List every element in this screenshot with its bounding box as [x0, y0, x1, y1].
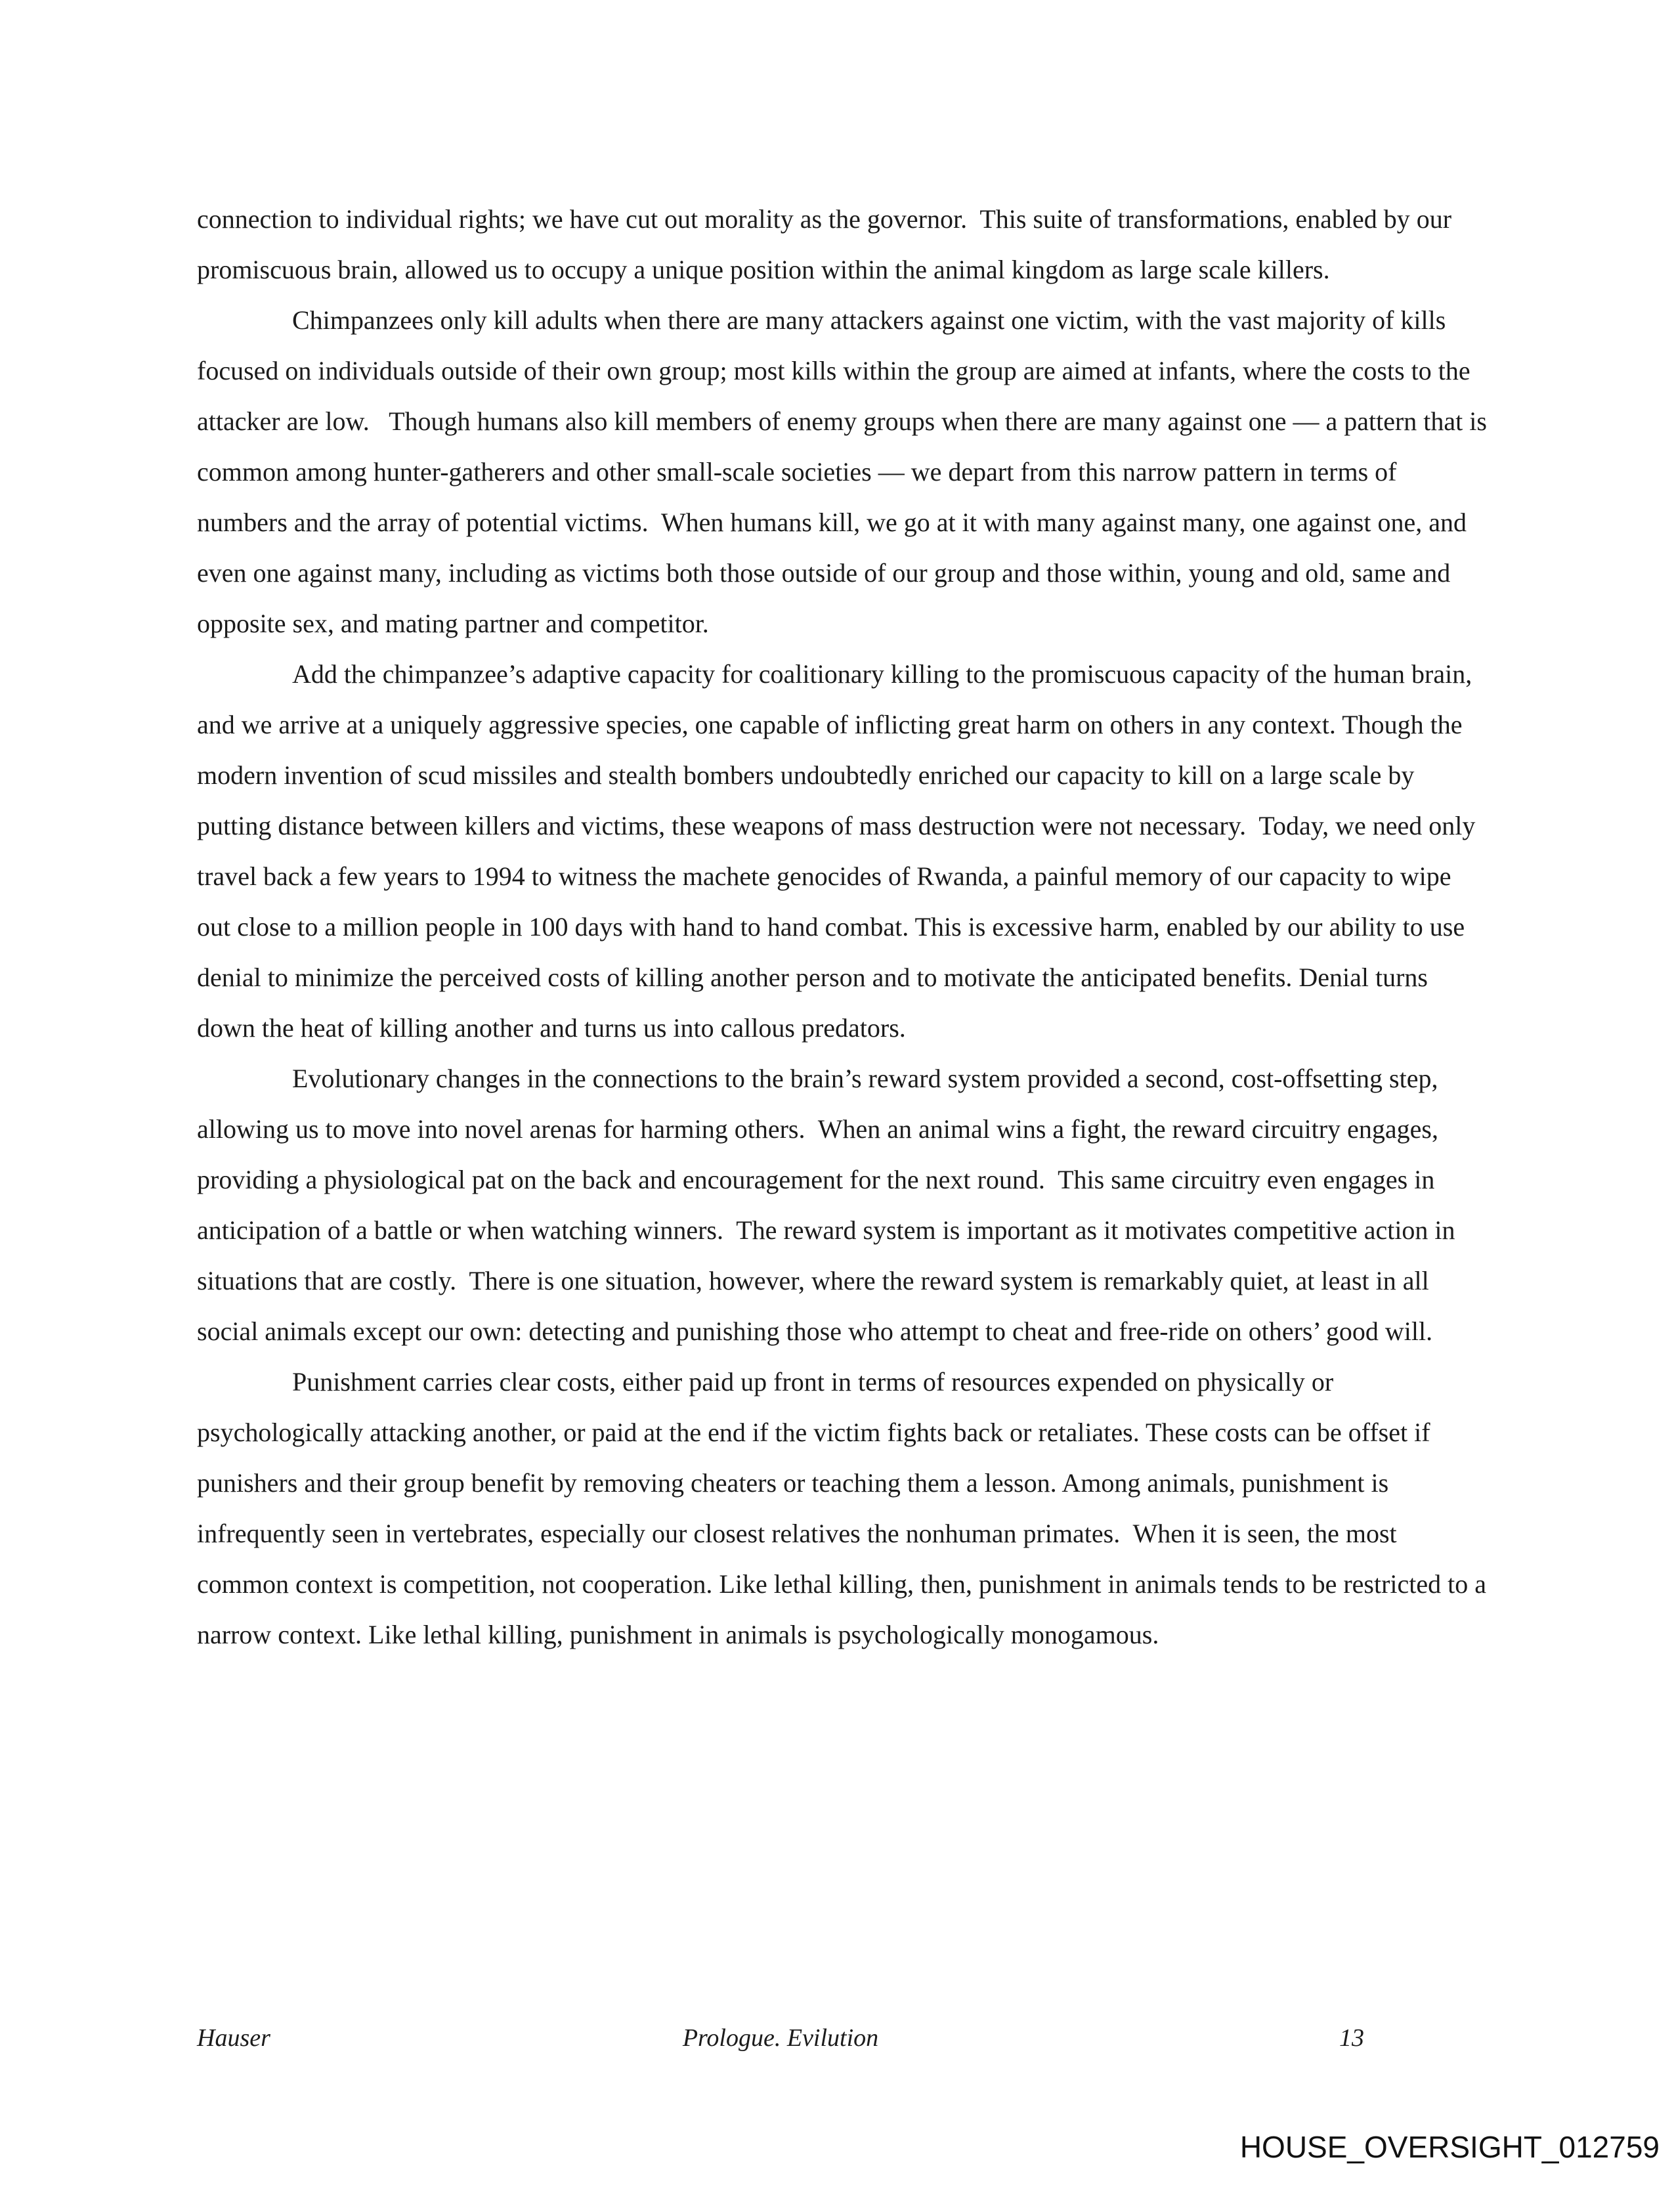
- paragraph-punishment-costs: Punishment carries clear costs, either paid up front in terms of resources expended on physically or psychologically attacking another, or paid at the end if the victim fights back or retaliates. These costs can be offset if punishers and their group benefit by removing cheaters or teaching them a lesson. Among animals, punishment is infrequently seen in vertebrates, especially our closest relatives the nonhuman primates. When it is seen, the most common context is competition, not cooperation. Like lethal killing, then, punishment in animals tends to be restricted to a narrow context. Like lethal killing, punishment in animals is psychologically monogamous.: [197, 1367, 1493, 1649]
- page-body-text: [197, 194, 1493, 1660]
- paragraph-reward-system: Evolutionary changes in the connections to the brain’s reward system provided a second, cost-offsetting step, allowing us to move into novel arenas for harming others. When an animal wins a fight, the reward circuitry engages, providing a physiological pat on the back and encouragement for the next round. This same circuitry even engages in anticipation of a battle or when watching winners. The reward system is important as it motivates competitive action in situations that are costly. There is one situation, however, where the reward system is remarkably quiet, at least in all social animals except our own: detecting and punishing those who attempt to cheat and free-ride on others’ good will.: [197, 1064, 1462, 1346]
- page-footer: [197, 2024, 1364, 2052]
- footer-page-number: 13: [1339, 2024, 1365, 2052]
- footer-author: Hauser: [197, 2024, 270, 2052]
- bates-stamp: HOUSE_OVERSIGHT_012759: [1239, 2130, 1660, 2164]
- paragraph-continuation: connection to individual rights; we have cut out morality as the governor. This suite of transformations, enabled by our promiscuous brain, allowed us to occupy a unique position within the animal kingdom as large scale killers.: [197, 204, 1459, 284]
- paragraph-chimpanzees-kill: Chimpanzees only kill adults when there are many attackers against one victim, with the vast majority of kills focused on individuals outside of their own group; most kills within the group are aimed at infants, where the costs to the attacker are low. Though humans also kill members of enemy groups when there are many against one — a pattern that is common among hunter-gatherers and other small-scale societies — we depart from this narrow pattern in terms of numbers and the array of potential victims. When humans kill, we go at it with many against many, one against one, and even one against many, including as victims both those outside of our group and those within, young and old, same and opposite sex, and mating partner and competitor.: [197, 305, 1493, 638]
- paragraph-coalitionary-killing: Add the chimpanzee’s adaptive capacity for coalitionary killing to the promiscuous capacity of the human brain, and we arrive at a uniquely aggressive species, one capable of inflicting great harm on others in any context. Though the modern invention of scud missiles and stealth bombers undoubtedly enriched our capacity to kill on a large scale by putting distance between killers and victims, these weapons of mass destruction were not necessary. Today, we need only travel back a few years to 1994 to witness the machete genocides of Rwanda, a painful memory of our capacity to wipe out close to a million people in 100 days with hand to hand combat. This is excessive harm, enabled by our ability to use denial to minimize the perceived costs of killing another person and to motivate the anticipated benefits. Denial turns down the heat of killing another and turns us into callous predators.: [197, 659, 1482, 1043]
- footer-chapter-title: Prologue. Evilution: [682, 2024, 879, 2052]
